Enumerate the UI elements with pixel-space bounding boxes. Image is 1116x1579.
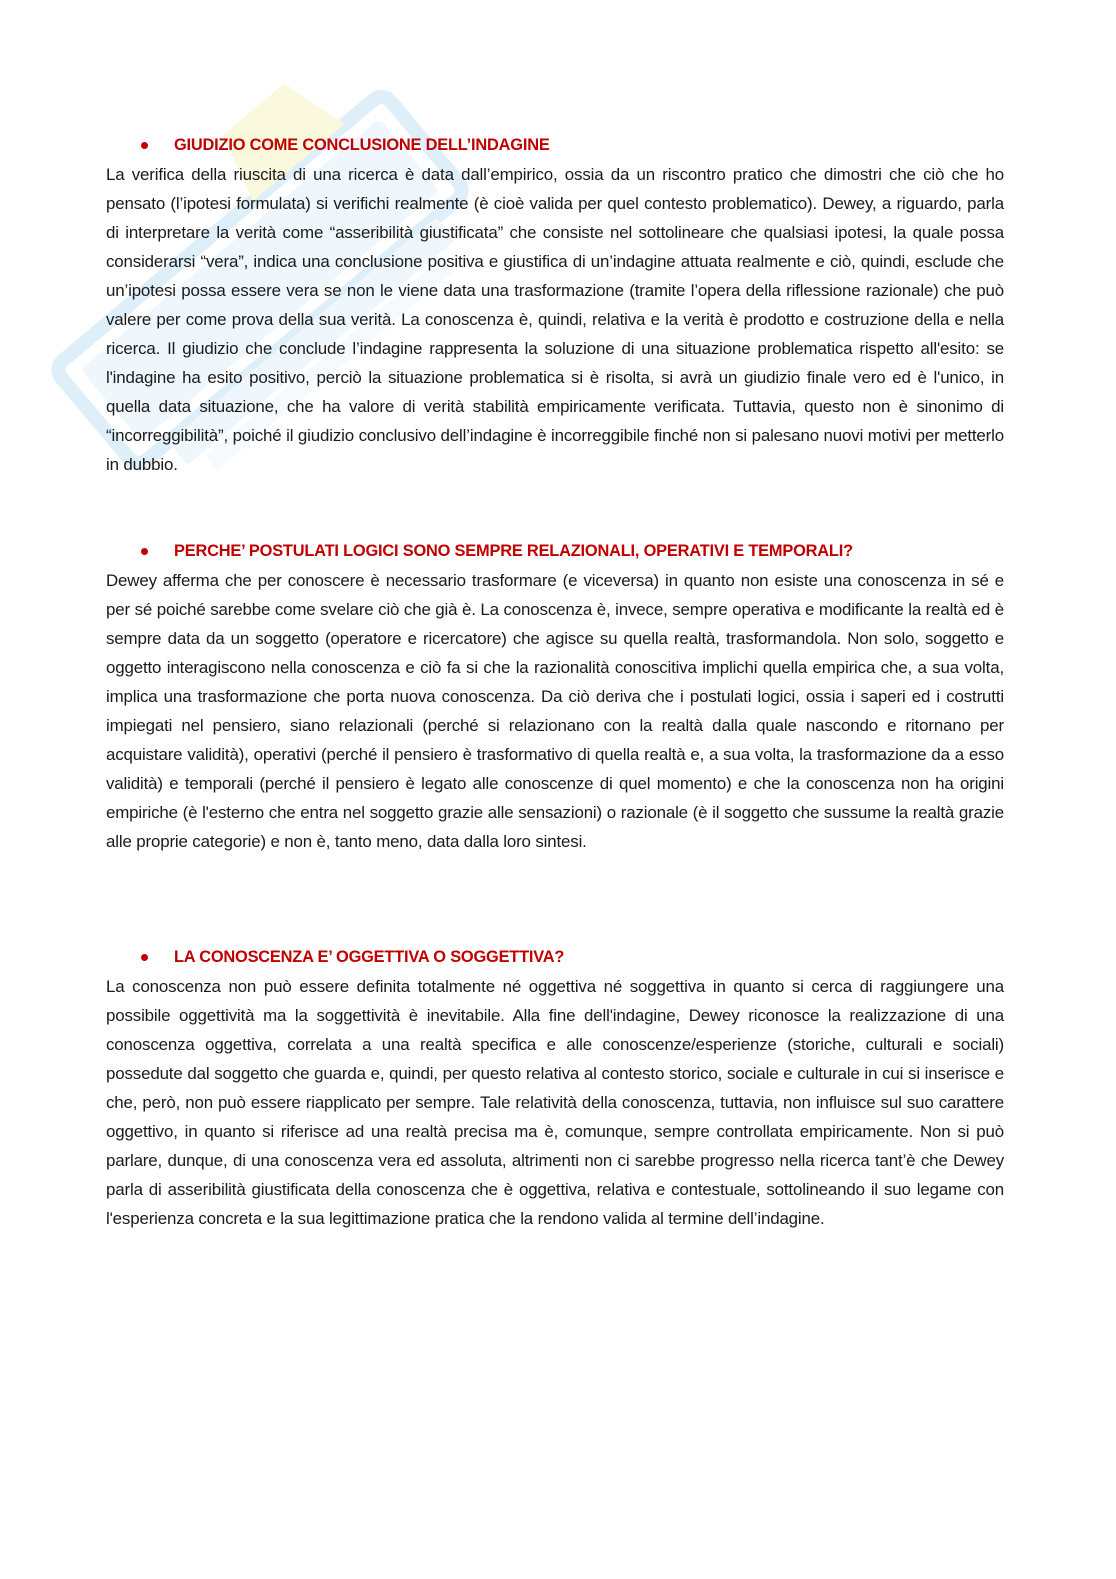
- section-heading: [106, 943, 1004, 972]
- bullet-icon: [141, 142, 148, 149]
- bullet-icon: [141, 954, 148, 961]
- section-postulati: [106, 537, 1004, 856]
- section-spacer: [106, 479, 1004, 537]
- section-heading-text: PERCHE’ POSTULATI LOGICI SONO SEMPRE RELAZIONALI, OPERATIVI E TEMPORALI?: [174, 542, 853, 560]
- section-paragraph: La conoscenza non può essere definita totalmente né oggettiva né soggettiva in quanto si cerca di raggiungere una possibile oggettività ma la soggettività è inevitabile. Alla fine dell'indagine, Dewey riconosce la realizzazione di una conoscenza oggettiva, correlata a una realtà specifica e alle conoscenze/esperienze (storiche, culturali e sociali) possedute dal soggetto che guarda e, quindi, per questo relativa al contesto storico, sociale e culturale in cui si inserisce e che, però, non può essere riapplicato per sempre. Tale relatività della conoscenza, tuttavia, non influisce sul suo carattere oggettivo, in quanto si riferisce ad una realtà precisa ma è, comunque, sempre controllata empiricamente. Non si può parlare, dunque, di una conoscenza vera ed assoluta, altrimenti non ci sarebbe progresso nella ricerca tant’è che Dewey parla di asseribilità giustificata della conoscenza che è oggettiva, relativa e contestuale, sottolineando il suo legame con l'esperienza concreta e la sua legittimazione pratica che la rendono valida al termine dell’indagine.: [106, 977, 1004, 1228]
- section-heading: [106, 537, 1004, 566]
- section-giudizio: [106, 131, 1004, 479]
- section-paragraph: Dewey afferma che per conoscere è necessario trasformare (e viceversa) in quanto non esiste una conoscenza in sé e per sé poiché sarebbe come svelare ciò che già è. La conoscenza è, invece, sempre operativa e modificante la realtà ed è sempre data da un soggetto (operatore e ricercatore) che agisce su quella realtà, trasformandola. Non solo, soggetto e oggetto interagiscono nella conoscenza e ciò fa si che la razionalità conoscitiva implichi quella empirica che, a sua volta, implica una trasformazione che porta nuova conoscenza. Da ciò deriva che i postulati logici, ossia i saperi ed i costrutti impiegati nel pensiero, siano relazionali (perché si relazionano con la realtà dalla quale nascondo e ritornano per acquistare validità), operativi (perché il pensiero è trasformativo di quella realtà e, a sua volta, la trasformazione da a esso validità) e temporali (perché il pensiero è legato alle conoscenze di quel momento) e che la conoscenza non ha origini empiriche (è l'esterno che entra nel soggetto grazie alle sensazioni) o razionale (è il soggetto che sussume la realtà grazie alle proprie categorie) e non è, tanto meno, data dalla loro sintesi.: [106, 571, 1004, 851]
- section-paragraph: La verifica della riuscita di una ricerca è data dall’empirico, ossia da un riscontro pratico che dimostri che ciò che ho pensato (l’ipotesi formulata) si verifichi realmente (è cioè valida per quel contesto problematico). Dewey, a riguardo, parla di interpretare la verità come “asseribilità giustificata” che consiste nel sottolineare che qualsiasi ipotesi, la quale possa considerarsi “vera”, indica una conclusione positiva e giustifica di un’indagine attuata realmente e ciò, quindi, esclude che un’ipotesi possa essere vera se non le viene data una trasformazione (tramite l’opera della riflessione razionale) che può valere per come prova della sua verità. La conoscenza è, quindi, relativa e la verità è prodotto e costruzione della e nella ricerca. Il giudizio che conclude l’indagine rappresenta la soluzione di una situazione problematica rispetto all'esito: se l'indagine ha esito positivo, perciò la situazione problematica si è risolta, si avrà un giudizio finale vero ed è l'unico, in quella data situazione, che ha valore di verità stabilità empiricamente verificata. Tuttavia, questo non è sinonimo di “incorreggibilità”, poiché il giudizio conclusivo dell’indagine è incorreggibile finché non si palesano nuovi motivi per metterlo in dubbio.: [106, 165, 1004, 474]
- bullet-icon: [141, 548, 148, 555]
- document-page: [106, 131, 1004, 1233]
- section-heading: [106, 131, 1004, 160]
- section-spacer: [106, 856, 1004, 943]
- section-heading-text: GIUDIZIO COME CONCLUSIONE DELL’INDAGINE: [174, 136, 550, 154]
- section-conoscenza: [106, 943, 1004, 1233]
- section-heading-text: LA CONOSCENZA E’ OGGETTIVA O SOGGETTIVA?: [174, 948, 565, 966]
